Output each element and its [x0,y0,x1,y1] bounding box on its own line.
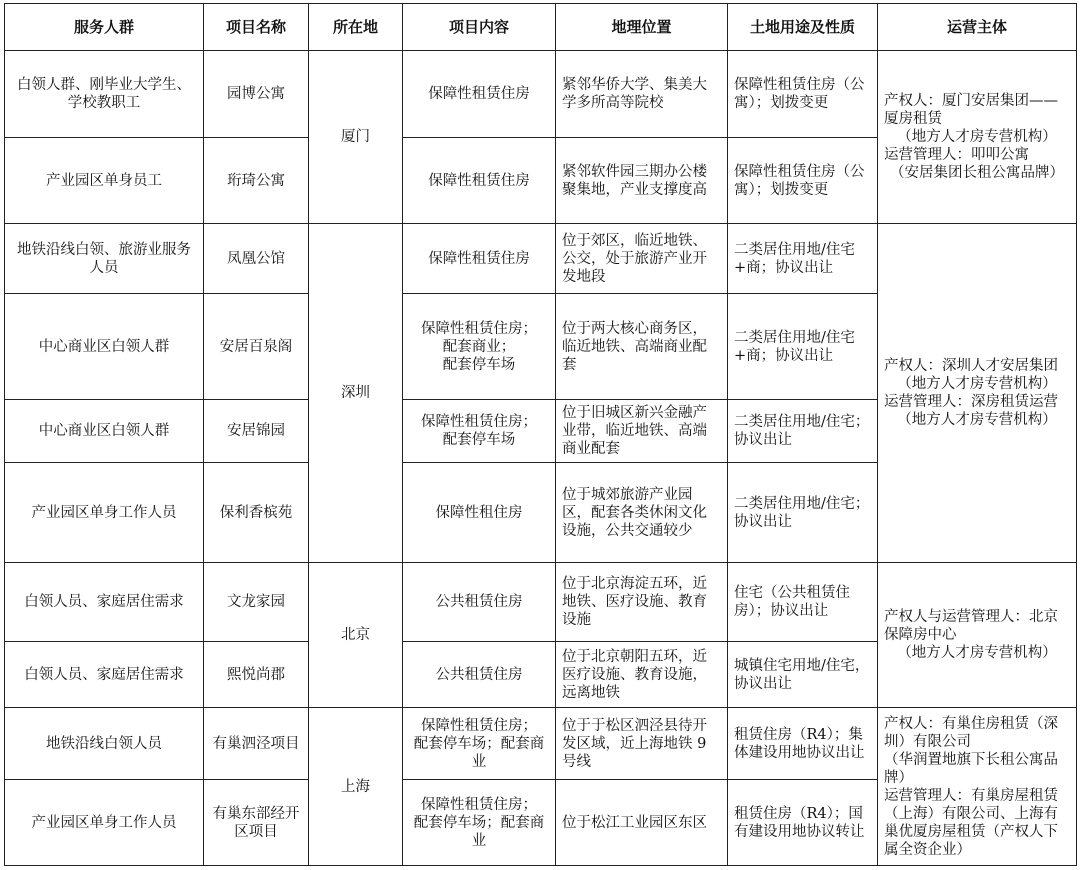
content-line: 配套停车场；配套商业 [413,814,545,849]
cell-content [403,780,556,866]
operator-line: （地方人才房专营机构） [897,412,1057,428]
cell-operator [878,563,1077,708]
cell-group: 白领人员、家庭居住需求 [5,642,204,708]
cell-operator [878,708,1077,866]
cell-group: 产业园区单身工作人员 [5,463,204,563]
content-line: 保障性租赁住房； [421,717,537,734]
header-row [5,4,1077,51]
cell-group: 地铁沿线白领、旅游业服务人员 [5,224,204,294]
header-city: 所在地 [309,4,403,51]
cell-location: 位于城郊旅游产业园区，配套各类休闲文化设施，公共交通较少 [556,463,728,563]
header-name: 项目名称 [204,4,309,51]
operator-line: （地方人才房专营机构） [897,645,1057,661]
cell-location: 位于于松区泗泾县待开发区域，近上海地铁 9 号线 [556,708,728,780]
content-line: 配套停车场 [442,432,516,448]
table-row [5,563,1077,642]
cell-group: 中心商业区白领人群 [5,294,204,400]
content-line: 配套停车场；配套商业 [413,735,545,770]
cell-location: 紧邻华侨大学、集美大学多所高等院校 [556,51,728,138]
cell-group: 产业园区单身工作人员 [5,780,204,866]
cell-city: 深圳 [309,224,403,563]
cell-land: 二类居住用地/住宅；协议出让 [728,463,878,563]
operator-line: 产权人：深圳人才安居集团 [884,358,1058,374]
table-row [5,224,1077,294]
cell-content [403,463,556,563]
cell-operator [878,51,1077,224]
cell-operator [878,224,1077,563]
cell-content [403,224,556,294]
content-line: 保障性租赁住房 [428,172,530,189]
cell-name: 凤凰公馆 [204,224,309,294]
cell-name: 安居百泉阁 [204,294,309,400]
cell-land: 城镇住宅用地/住宅，协议出让 [728,642,878,708]
cell-group: 地铁沿线白领人员 [5,708,204,780]
cell-location: 位于郊区，临近地铁、公交，处于旅游产业开发地段 [556,224,728,294]
operator-line: 产权人：有巢住房租赁（深圳）有限公司 [884,715,1058,750]
cell-content [403,563,556,642]
cell-name: 珩琦公寓 [204,138,309,224]
cell-name: 园博公寓 [204,51,309,138]
operator-line: （安居集团长租公寓品牌） [890,165,1064,181]
operator-line: 运营管理人：有巢房屋租赁（上海）有限公司、上海有巢优厦房屋租赁（产权人下属全资企业） [884,787,1058,858]
cell-land: 住宅（公共租赁住房）；协议出让 [728,563,878,642]
cell-name: 保利香槟苑 [204,463,309,563]
cell-land: 保障性租赁住房（公寓）；划拨变更 [728,138,878,224]
cell-location: 位于北京海淀五环，近地铁、医疗设施、教育设施 [556,563,728,642]
content-line: 保障性租赁住房； [421,414,537,430]
cell-land: 二类居住用地/住宅；协议出让 [728,400,878,463]
content-line: 保障性租赁住房 [428,86,530,102]
cell-city: 厦门 [309,51,403,224]
content-line: 公共租赁住房 [435,594,523,610]
cell-name: 有巢东部经开区项目 [204,780,309,866]
cell-content [403,138,556,224]
operator-line: 产权人与运营管理人：北京保障房中心 [884,609,1058,643]
cell-land: 二类居住用地/住宅+商；协议出让 [728,294,878,400]
housing-projects-table [4,3,1077,866]
operator-line: （地方人才房专营机构） [897,129,1057,145]
cell-name: 文龙家园 [204,563,309,642]
header-content: 项目内容 [403,4,556,51]
cell-content [403,294,556,400]
cell-location: 紧邻软件园三期办公楼聚集地，产业支撑度高 [556,138,728,224]
cell-land: 二类居住用地/住宅+商；协议出让 [728,224,878,294]
header-location: 地理位置 [556,4,728,51]
cell-name: 有巢泗泾项目 [204,708,309,780]
cell-land: 租赁住房（R4）；国有建设用地协议转让 [728,780,878,866]
cell-content [403,642,556,708]
cell-group: 产业园区单身员工 [5,138,204,224]
content-line: 保障性租赁住房； [421,796,537,813]
cell-location: 位于两大核心商务区，临近地铁、高端商业配套 [556,294,728,400]
operator-line: （华润置地旗下长租公寓品牌） [884,751,1058,786]
operator-line: （地方人才房专营机构） [897,376,1057,392]
cell-name: 安居锦园 [204,400,309,463]
cell-content [403,51,556,138]
operator-line: 产权人：厦门安居集团——厦房租赁 [884,93,1058,127]
content-line: 保障性租赁住房 [428,250,530,267]
cell-location: 位于旧城区新兴金融产业带，临近地铁、高端商业配套 [556,400,728,463]
cell-city: 上海 [309,708,403,866]
cell-name: 熙悦尚郡 [204,642,309,708]
cell-group: 白领人群、刚毕业大学生、学校教职工 [5,51,204,138]
content-line: 公共租赁住房 [435,666,523,683]
cell-group: 白领人员、家庭居住需求 [5,563,204,642]
cell-land: 租赁住房（R4）；集体建设用地协议出让 [728,708,878,780]
operator-line: 运营管理人：叩叩公寓 [884,147,1029,163]
table-row [5,51,1077,138]
header-land: 土地用途及性质 [728,4,878,51]
cell-location: 位于松江工业园区东区 [556,780,728,866]
header-operator: 运营主体 [878,4,1077,51]
content-line: 配套商业； [442,338,516,355]
cell-city: 北京 [309,563,403,708]
cell-location: 位于北京朝阳五环，近医疗设施、教育设施，远离地铁 [556,642,728,708]
cell-content [403,400,556,463]
cell-content [403,708,556,780]
content-line: 保障性租住房 [435,504,523,521]
cell-land: 保障性租赁住房（公寓）；划拨变更 [728,51,878,138]
operator-line: 运营管理人：深房租赁运营 [884,394,1058,410]
header-group: 服务人群 [5,4,204,51]
content-line: 配套停车场 [442,356,516,373]
table-row [5,708,1077,780]
cell-group: 中心商业区白领人群 [5,400,204,463]
content-line: 保障性租赁住房； [421,320,537,337]
